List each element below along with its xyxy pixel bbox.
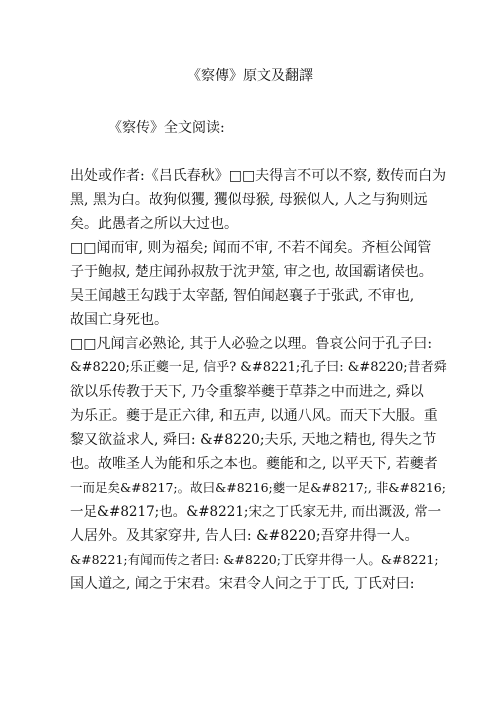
text-line: 人居外。及其家穿井, 告人曰: &#8220;吾穿井得一人。 [70, 528, 419, 544]
text-line: 故国亡身死也。 [70, 312, 168, 328]
text-line: 为乐正。夔于是正六律, 和五声, 以通八风。而天下大服。重 [70, 408, 438, 424]
text-line: 一而足矣&#8217;。故曰&#8216;夔一足&#8217;, 非&#8216; [70, 480, 446, 495]
text-line: 一足&#8217;也。&#8221;宋之丁氏家无井, 而出溉汲, 常一 [70, 504, 442, 520]
text-line: 出处或作者:《吕氏春秋》□□夫得言不可以不察, 数传而白为 [70, 168, 447, 184]
text-line: 子于鲍叔, 楚庄闻孙叔敖于沈尹筮, 审之也, 故国霸诸侯也。 [70, 264, 433, 280]
text-line: 黎又欲益求人, 舜曰: &#8220;夫乐, 天地之精也, 得失之节 [70, 432, 437, 448]
full-text-heading: 《察传》全文阅读: [108, 120, 225, 136]
text-line: □□闻而审, 则为福矣; 闻而不审, 不若不闻矣。齐桓公闻管 [70, 240, 432, 256]
text-line: &#8220;乐正夔一足, 信乎? &#8221;孔子曰: &#8220;昔者舜 [70, 360, 447, 375]
body-text [70, 164, 450, 596]
text-line: 黑, 黑为白。故狗似玃, 玃似母猴, 母猴似人, 人之与狗则远 [70, 192, 428, 208]
document-title: 《察傳》原文及翻譯 [187, 68, 313, 84]
text-line: 也。故唯圣人为能和乐之本也。夔能和之, 以平天下, 若夔者 [70, 456, 438, 472]
text-line: 欲以乐传教于天下, 乃令重黎举夔于草莽之中而进之, 舜以 [70, 384, 424, 400]
text-line: 矣。此愚者之所以大过也。 [70, 216, 238, 232]
text-line: &#8221;有闻而传之者曰: &#8220;丁氏穿井得一人。&#8221; [70, 552, 439, 567]
text-line: 吴王闻越王勾践于太宰嚭, 智伯闻赵襄子于张武, 不审也, [70, 288, 415, 304]
text-line: □□凡闻言必熟论, 其于人必验之以理。鲁哀公问于孔子曰: [70, 336, 433, 352]
text-line: 国人道之, 闻之于宋君。宋君令人问之于丁氏, 丁氏对曰: [70, 576, 415, 592]
